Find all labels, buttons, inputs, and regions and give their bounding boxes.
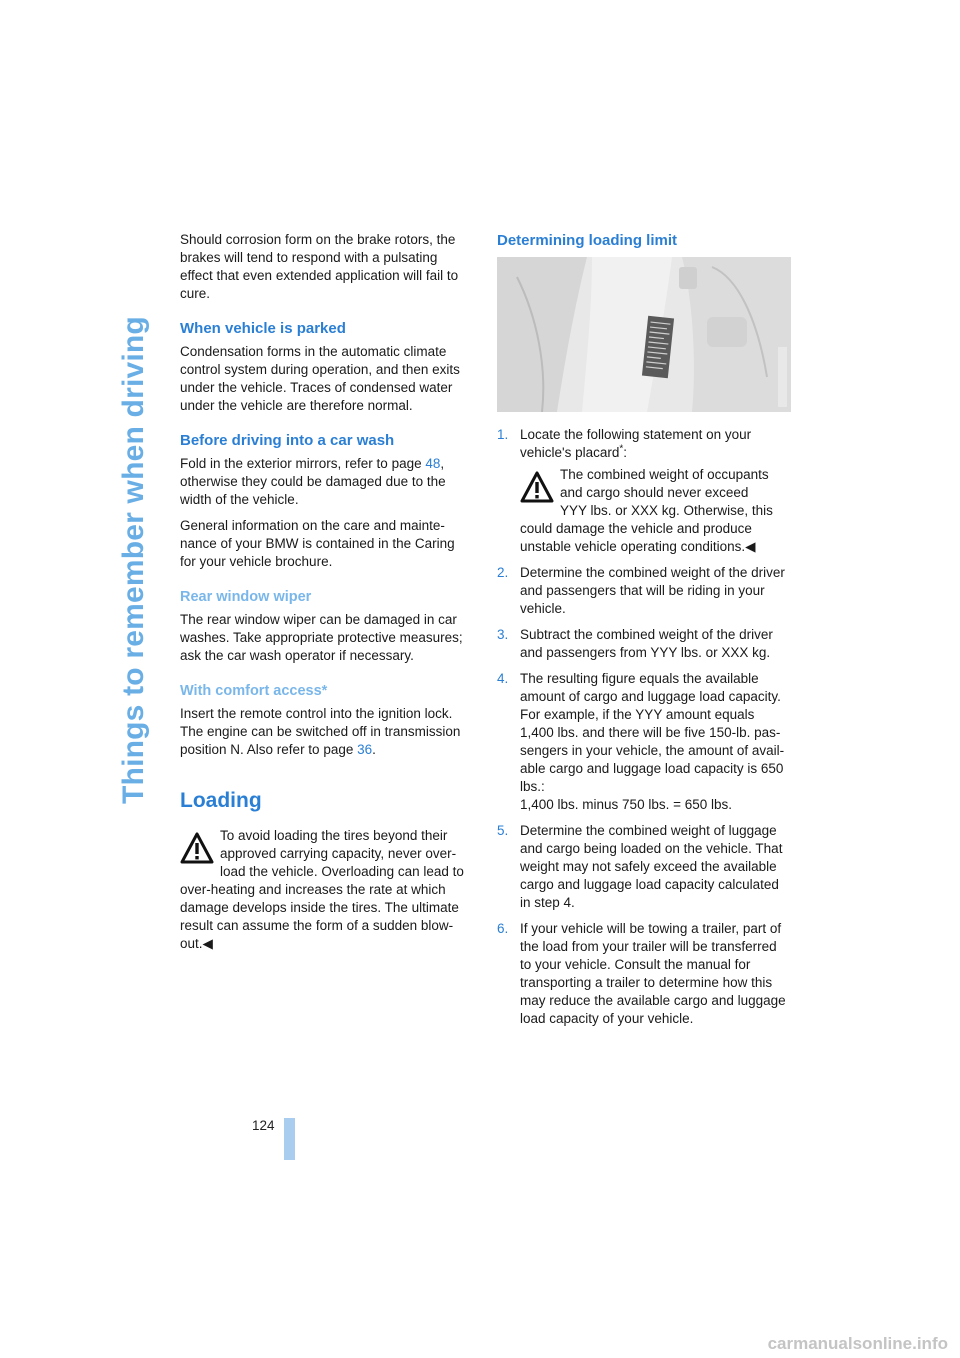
watermark: carmanualsonline.info — [767, 1334, 948, 1353]
page-36-link[interactable]: 36 — [357, 742, 373, 757]
list-item: 1. Locate the following statement on your vehicle's placard*: The combined weight of occupants and cargo should never exceed YYY lbs. or XXX kg. Otherwise, this could damage the vehicle and produce unstable vehicle operating conditions.◀ — [497, 426, 791, 556]
side-chapter-title: Things to remember when driving — [117, 316, 150, 804]
placard-location-illustration — [497, 257, 791, 412]
loading-steps-list — [497, 426, 791, 1028]
page-number-bar — [284, 1118, 295, 1160]
comfort-heading: With comfort access* — [180, 683, 328, 699]
placard-warning: The combined weight of occupants and cargo should never exceed YYY lbs. or XXX kg. Otherwise, this could damage the vehicle and produce unstable vehicle operating conditions.◀ — [520, 467, 773, 554]
carwash-paragraph: Fold in the exterior mirrors, refer to page 48, otherwise they could be damaged due to the width of the vehicle. — [180, 456, 446, 507]
parked-heading: When vehicle is parked — [180, 320, 346, 337]
wiper-paragraph: The rear window wiper can be damaged in car washes. Take appropriate protective measures; ask the car wash operator if necessary. — [180, 612, 463, 663]
loading-warning: To avoid loading the tires beyond their approved carrying capacity, never over- load the vehicle. Overloading can lead to over-heating and increases the rate at which damage develops inside the tires. The ultimate result can assume the form of a sudden blow-out.◀ — [180, 828, 464, 951]
list-item: 3. Subtract the combined weight of the driver and passengers from YYY lbs. or XXX kg. — [497, 627, 773, 660]
loading-heading: Loading — [180, 789, 262, 812]
parked-paragraph: Condensation forms in the automatic climate control system during operation, and then exits under the vehicle. Traces of condensed water under the vehicle are therefore normal. — [180, 344, 460, 413]
asterisk-marker: * — [619, 443, 624, 455]
warning-icon — [520, 470, 554, 504]
list-item: 5. Determine the combined weight of luggage and cargo being loaded on the vehicle. That weight may not safely exceed the available cargo and luggage load capacity calculated in step 4. — [497, 823, 783, 910]
list-item: 2. Determine the combined weight of the driver and passengers that will be riding in your vehicle. — [497, 565, 785, 616]
loading-limit-heading: Determining loading limit — [497, 232, 678, 249]
right-column — [497, 231, 791, 1036]
page-number: 124 — [252, 1118, 275, 1133]
carwash-paragraph-2: General information on the care and mainte-nance of your BMW is contained in the Caring for your vehicle brochure. — [180, 518, 455, 569]
comfort-paragraph: Insert the remote control into the ignition lock. The engine can be switched off in transmission position N. Also refer to page 36. — [180, 706, 461, 757]
page-48-link[interactable]: 48 — [425, 456, 441, 471]
wiper-heading: Rear window wiper — [180, 589, 312, 605]
left-column — [180, 231, 472, 961]
list-item: 6. If your vehicle will be towing a trailer, part of the load from your trailer will be transferred to your vehicle. Consult the manual for transporting a trailer to determine how this may reduce the available cargo and luggage load capacity of your vehicle. — [497, 921, 786, 1026]
list-item: 4. The resulting figure equals the available amount of cargo and luggage load capacity. For example, if the YYY amount equals 1,400 lbs. and there will be five 150-lb. pas-sengers in your vehicle, the amount of avail-able cargo and luggage load capacity is 650 lbs.: 1,400 lbs. minus 750 lbs. = 650 lbs. — [497, 671, 785, 812]
carwash-heading: Before driving into a car wash — [180, 432, 395, 449]
intro-paragraph: Should corrosion form on the brake rotors, the brakes will tend to respond with a pulsating effect that even extended application will fail to cure. — [180, 232, 459, 301]
warning-icon — [180, 831, 214, 865]
